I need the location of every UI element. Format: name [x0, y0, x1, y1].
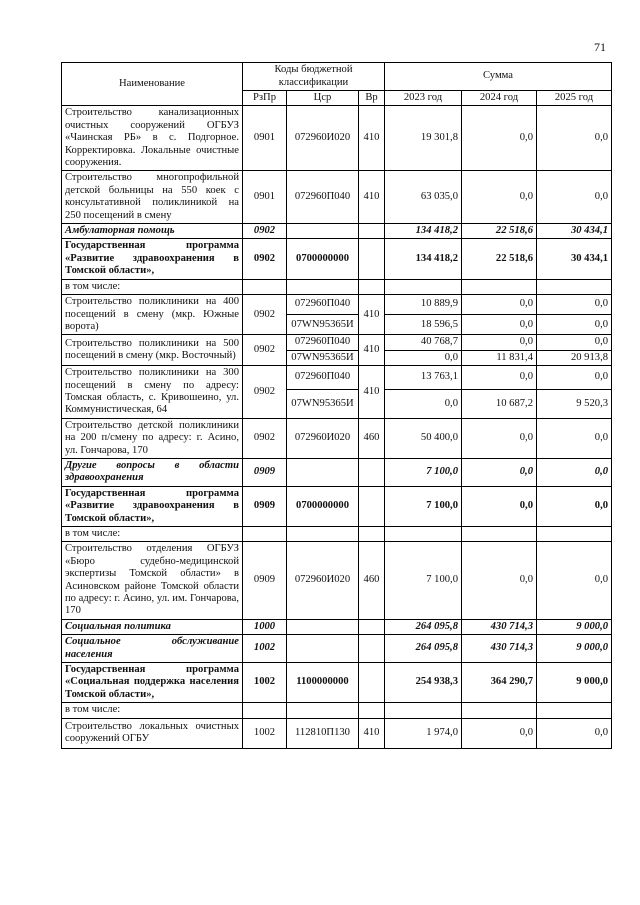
table-row-including	[62, 527, 612, 542]
row-vr	[359, 279, 385, 294]
row-2024: 0,0	[462, 315, 537, 335]
row-vr	[359, 486, 385, 526]
row-vr: 410	[359, 295, 385, 335]
row-rzpr	[243, 527, 287, 542]
row-2024: 11 831,4	[462, 350, 537, 365]
row-2025: 9 520,3	[537, 390, 612, 419]
col-header-csr: Цср	[287, 91, 359, 106]
row-2024: 22 518,6	[462, 224, 537, 239]
row-name: Государственная программа «Развитие здравоохранения в Томской области»,	[62, 239, 243, 279]
table-row	[62, 366, 612, 390]
row-csr	[287, 527, 359, 542]
table-row-program	[62, 239, 612, 279]
row-csr: 07WN95365И	[287, 350, 359, 365]
table-row	[62, 335, 612, 350]
row-csr: 072960И020	[287, 106, 359, 171]
row-vr	[359, 458, 385, 486]
row-2024: 22 518,6	[462, 239, 537, 279]
row-2025: 0,0	[537, 486, 612, 526]
row-2023: 7 100,0	[385, 542, 462, 619]
row-csr: 0700000000	[287, 486, 359, 526]
row-2024: 0,0	[462, 718, 537, 748]
row-csr: 112810П130	[287, 718, 359, 748]
row-name: Строительство канализационных очистных сооружений ОГБУЗ «Чаинская РБ» в с. Подгорное. Корректировка. Локальные очистные сооружения.	[62, 106, 243, 171]
row-vr	[359, 635, 385, 663]
row-name: в том числе:	[62, 527, 243, 542]
row-2023: 13 763,1	[385, 366, 462, 390]
col-header-rzpr: РзПр	[243, 91, 287, 106]
row-2024	[462, 703, 537, 718]
row-rzpr: 0901	[243, 171, 287, 224]
row-2025: 0,0	[537, 418, 612, 458]
row-2023: 1 974,0	[385, 718, 462, 748]
row-rzpr: 1002	[243, 635, 287, 663]
row-2023: 134 418,2	[385, 239, 462, 279]
row-csr	[287, 279, 359, 294]
row-2025: 0,0	[537, 315, 612, 335]
row-2023	[385, 527, 462, 542]
row-rzpr: 0909	[243, 542, 287, 619]
row-vr: 410	[359, 718, 385, 748]
row-2024: 0,0	[462, 366, 537, 390]
row-2025: 30 434,1	[537, 224, 612, 239]
row-vr	[359, 239, 385, 279]
row-vr: 410	[359, 335, 385, 366]
row-2024: 0,0	[462, 171, 537, 224]
row-2023: 0,0	[385, 350, 462, 365]
row-rzpr: 0902	[243, 366, 287, 419]
row-rzpr: 1002	[243, 663, 287, 703]
row-name: Строительство поликлиники на 300 посещений в смену по адресу: Томская область, с. Кривошеино, ул. Коммунистическая, 64	[62, 366, 243, 419]
row-rzpr: 0902	[243, 418, 287, 458]
row-2024: 364 290,7	[462, 663, 537, 703]
row-vr: 410	[359, 366, 385, 419]
row-rzpr: 0909	[243, 458, 287, 486]
row-csr: 072960П040	[287, 335, 359, 350]
row-rzpr: 0909	[243, 486, 287, 526]
col-header-sum: Сумма	[385, 63, 612, 91]
row-csr	[287, 703, 359, 718]
table-row-including	[62, 703, 612, 718]
row-2025: 0,0	[537, 718, 612, 748]
row-2023: 10 889,9	[385, 295, 462, 315]
row-2023	[385, 703, 462, 718]
row-name: Другие вопросы в области здравоохранения	[62, 458, 243, 486]
row-2025	[537, 703, 612, 718]
row-2024: 430 714,3	[462, 635, 537, 663]
row-2025: 9 000,0	[537, 635, 612, 663]
row-name: в том числе:	[62, 703, 243, 718]
row-rzpr	[243, 703, 287, 718]
row-csr: 072960И020	[287, 418, 359, 458]
row-2024	[462, 527, 537, 542]
col-header-2024: 2024 год	[462, 91, 537, 106]
row-2024: 0,0	[462, 106, 537, 171]
row-2023: 19 301,8	[385, 106, 462, 171]
row-csr: 072960П040	[287, 295, 359, 315]
row-2024: 10 687,2	[462, 390, 537, 419]
row-rzpr: 0901	[243, 106, 287, 171]
row-csr	[287, 224, 359, 239]
row-2025: 0,0	[537, 171, 612, 224]
row-2024: 0,0	[462, 295, 537, 315]
table-row-section	[62, 458, 612, 486]
col-header-codes: Коды бюджетной классификации	[243, 63, 385, 91]
row-2023: 7 100,0	[385, 458, 462, 486]
row-2024: 0,0	[462, 542, 537, 619]
row-name: Строительство отделения ОГБУЗ «Бюро судебно-медицинской экспертизы Томской области» в Асиновском районе Томской области по адресу: г. Асино, ул. им. Гончарова, 170	[62, 542, 243, 619]
row-2023: 254 938,3	[385, 663, 462, 703]
row-csr	[287, 458, 359, 486]
row-2024: 0,0	[462, 458, 537, 486]
row-2023: 50 400,0	[385, 418, 462, 458]
row-2024: 0,0	[462, 486, 537, 526]
row-csr: 0700000000	[287, 239, 359, 279]
table-row-program	[62, 663, 612, 703]
row-csr	[287, 635, 359, 663]
col-header-vr: Вр	[359, 91, 385, 106]
row-name: Амбулаторная помощь	[62, 224, 243, 239]
row-2025: 0,0	[537, 295, 612, 315]
row-vr	[359, 619, 385, 634]
row-2025	[537, 527, 612, 542]
row-2025: 0,0	[537, 366, 612, 390]
row-2023: 134 418,2	[385, 224, 462, 239]
row-2023: 63 035,0	[385, 171, 462, 224]
table-row	[62, 718, 612, 748]
table-row	[62, 106, 612, 171]
table-row	[62, 542, 612, 619]
table-row-program	[62, 486, 612, 526]
col-header-2025: 2025 год	[537, 91, 612, 106]
row-2025: 9 000,0	[537, 619, 612, 634]
row-vr: 460	[359, 542, 385, 619]
row-2023: 40 768,7	[385, 335, 462, 350]
row-rzpr	[243, 279, 287, 294]
row-2025: 20 913,8	[537, 350, 612, 365]
row-vr: 460	[359, 418, 385, 458]
row-2024	[462, 279, 537, 294]
row-rzpr: 0902	[243, 335, 287, 366]
row-vr: 410	[359, 106, 385, 171]
row-name: Строительство поликлиники на 400 посещений в смену (мкр. Южные ворота)	[62, 295, 243, 335]
row-2023: 0,0	[385, 390, 462, 419]
table-row	[62, 418, 612, 458]
row-csr: 072960И020	[287, 542, 359, 619]
row-csr: 1100000000	[287, 663, 359, 703]
row-2025: 9 000,0	[537, 663, 612, 703]
row-csr: 072960П040	[287, 366, 359, 390]
row-2023: 18 596,5	[385, 315, 462, 335]
row-vr	[359, 224, 385, 239]
row-csr: 072960П040	[287, 171, 359, 224]
row-2024: 430 714,3	[462, 619, 537, 634]
row-name: Социальное обслуживание населения	[62, 635, 243, 663]
row-2024: 0,0	[462, 418, 537, 458]
table-row	[62, 171, 612, 224]
row-rzpr: 0902	[243, 239, 287, 279]
row-vr: 410	[359, 171, 385, 224]
row-csr: 07WN95365И	[287, 315, 359, 335]
row-name: Строительство многопрофильной детской больницы на 550 коек с консультативной поликлиникой на 250 посещений в смену	[62, 171, 243, 224]
row-vr	[359, 663, 385, 703]
col-header-name: Наименование	[62, 63, 243, 106]
row-2023: 264 095,8	[385, 635, 462, 663]
row-2025: 30 434,1	[537, 239, 612, 279]
row-2023	[385, 279, 462, 294]
row-name: Строительство локальных очистных сооружений ОГБУ	[62, 718, 243, 748]
row-csr: 07WN95365И	[287, 390, 359, 419]
row-2025: 0,0	[537, 335, 612, 350]
table-row-section	[62, 619, 612, 634]
row-name: в том числе:	[62, 279, 243, 294]
table-row-including	[62, 279, 612, 294]
row-name: Государственная программа «Развитие здравоохранения в Томской области»,	[62, 486, 243, 526]
row-name: Государственная программа «Социальная поддержка населения Томской области»,	[62, 663, 243, 703]
table-row-section	[62, 224, 612, 239]
row-name: Строительство поликлиники на 500 посещений в смену (мкр. Восточный)	[62, 335, 243, 366]
row-name: Социальная политика	[62, 619, 243, 634]
page-number: 71	[594, 40, 606, 54]
header-row-top	[62, 63, 612, 91]
row-rzpr: 0902	[243, 295, 287, 335]
row-name: Строительство детской поликлиники на 200 п/смену по адресу: г. Асино, ул. Гончарова, 170	[62, 418, 243, 458]
col-header-2023: 2023 год	[385, 91, 462, 106]
row-2023: 7 100,0	[385, 486, 462, 526]
row-2025: 0,0	[537, 542, 612, 619]
row-2025: 0,0	[537, 106, 612, 171]
budget-table	[61, 62, 612, 749]
row-2025: 0,0	[537, 458, 612, 486]
row-2023: 264 095,8	[385, 619, 462, 634]
row-rzpr: 1000	[243, 619, 287, 634]
row-2024: 0,0	[462, 335, 537, 350]
row-vr	[359, 527, 385, 542]
row-rzpr: 1002	[243, 718, 287, 748]
row-2025	[537, 279, 612, 294]
row-vr	[359, 703, 385, 718]
table-row-section	[62, 635, 612, 663]
row-csr	[287, 619, 359, 634]
row-rzpr: 0902	[243, 224, 287, 239]
table-row	[62, 295, 612, 315]
